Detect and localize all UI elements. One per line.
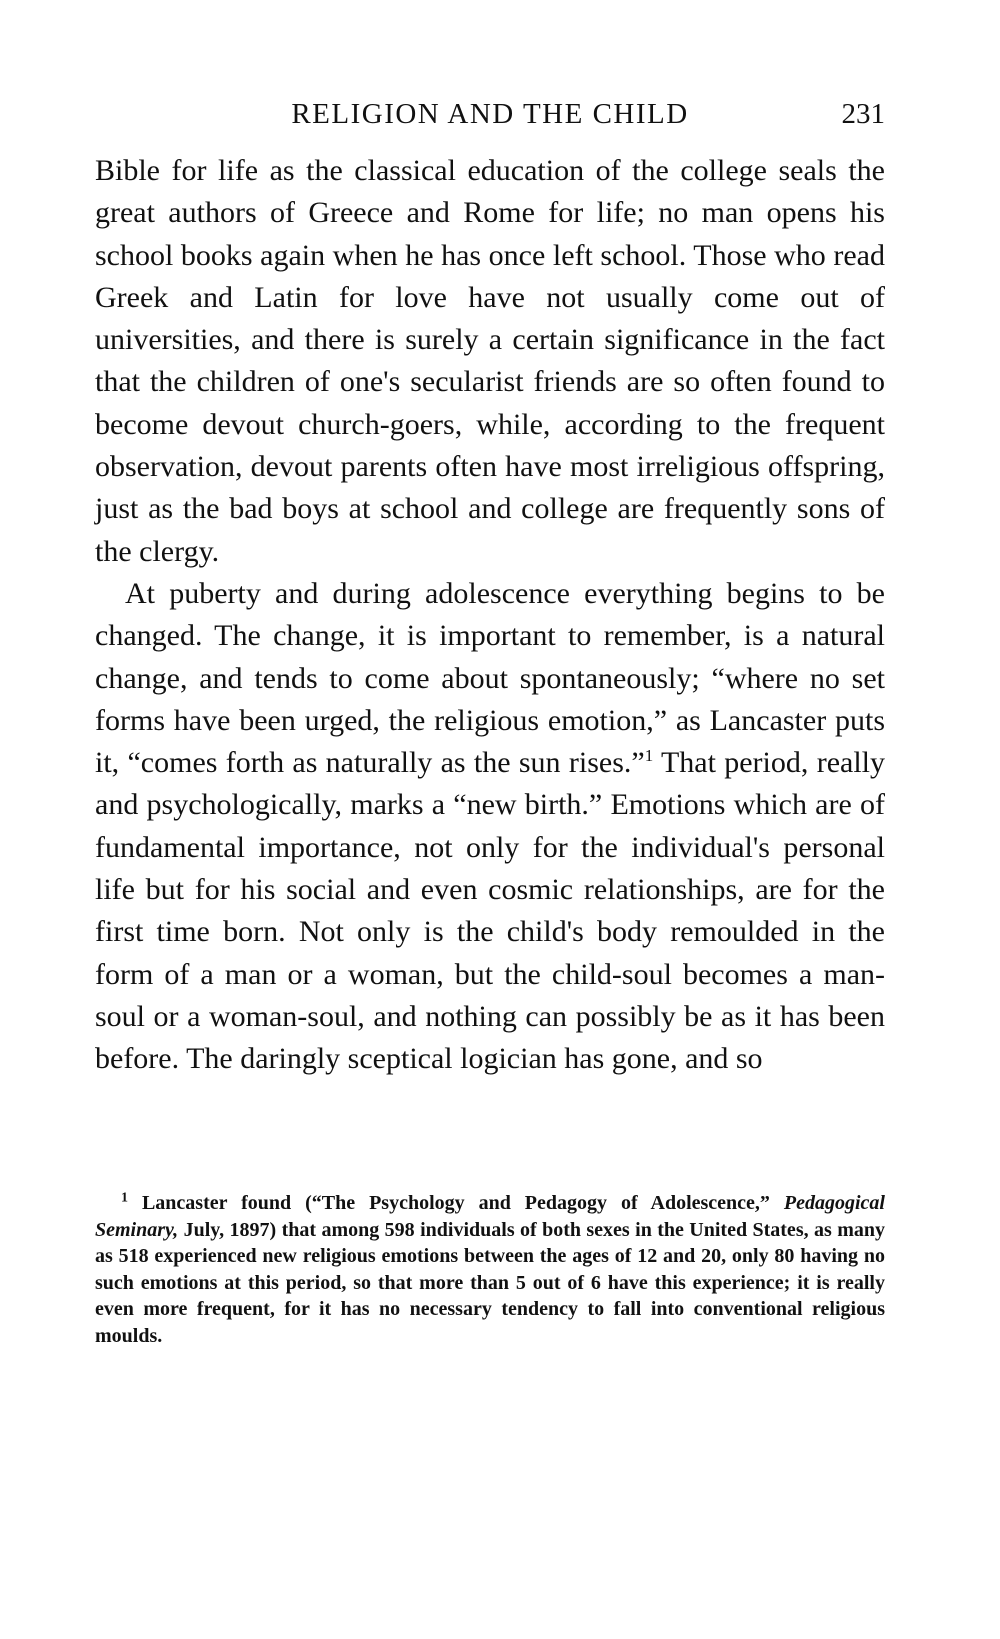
running-head	[95, 98, 885, 138]
page-number: 231	[841, 98, 885, 130]
footnote-text-2: July, 1897) that among 598 individuals of both sexes in the United States, as many as 518 experienced new religious emotions between the ages of 12 and 20, only 80 having no such emotions at this period, so that more than 5 out of 6 have this experience; it is really even more frequent, for it has no necessary tendency to fall into conventional religious moulds.	[95, 1218, 885, 1347]
footnote-reference[interactable]: 1	[644, 746, 654, 766]
footnote-text-1: Lancaster found (“The Psychology and Pedagogy of Adolescence,”	[128, 1192, 784, 1214]
paragraph-2-part-1: At puberty and during adolescence everything begins to be changed. The change, it is important to remember, is a natural change, and tends to come about spontaneously; “where no set forms have been urged, the religious emotion,” as Lancaster puts it, “comes forth as naturally as the sun rises.”	[95, 576, 885, 780]
paragraph-1: Bible for life as the classical education of the college seals the great authors of Greece and Rome for life; no man opens his school books again when he has once left school. Those who read Greek and Latin for love have not usually come out of universities, and there is surely a certain significance in the fact that the children of one's secularist friends are so often found to become devout church-goers, while, according to the frequent observation, devout parents often have most irreligious offspring, just as the bad boys at school and college are frequently sons of the clergy.	[95, 154, 885, 568]
paragraph-2-part-2: That period, really and psychologically, marks a “new birth.” Emotions which are of fundamental importance, not only for the individual's personal life but for his social and even cosmic relationships, are for the first time born. Not only is the child's body remoulded in the form of a man or a woman, but the child-soul becomes a man-soul or a woman-soul, and nothing can possibly be as it has been before. The daringly sceptical logician has gone, and so	[95, 746, 885, 1076]
footnote-marker: 1	[121, 1190, 128, 1206]
footnote-journal-title: Pedagogical Seminary,	[95, 1192, 885, 1241]
body-text	[95, 150, 885, 1081]
footnote	[95, 1190, 885, 1349]
running-title: RELIGION AND THE CHILD	[291, 98, 689, 130]
paragraph-2	[95, 573, 885, 1081]
